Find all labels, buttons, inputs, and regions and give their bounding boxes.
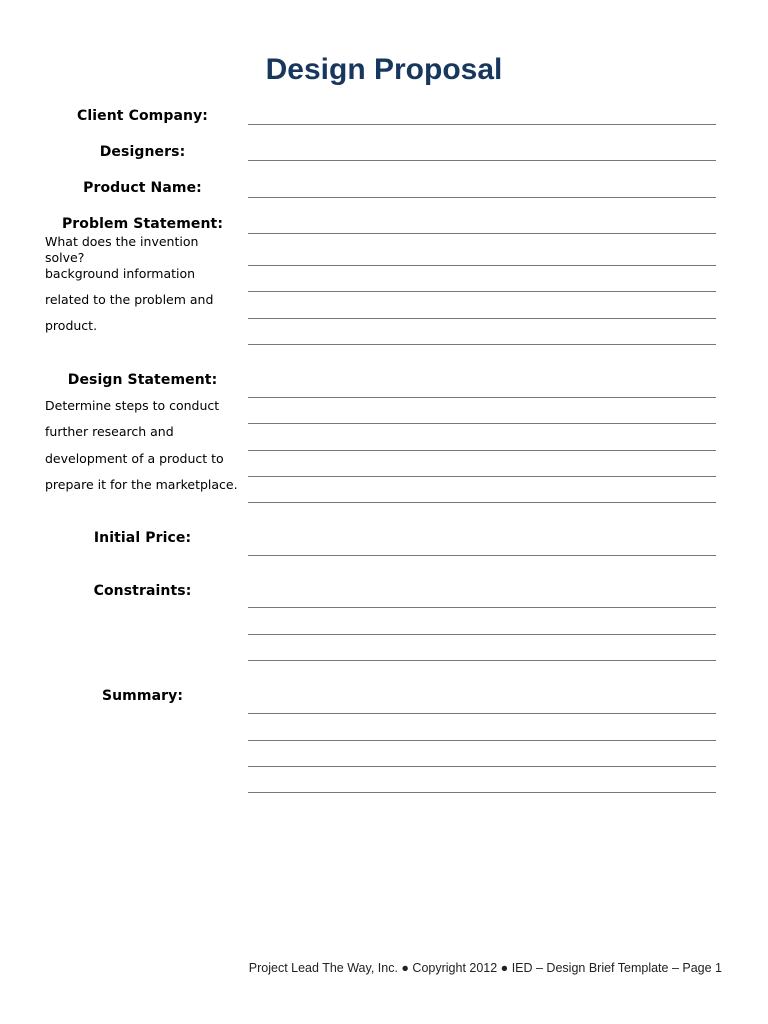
design-statement-line-3[interactable] [248, 450, 716, 451]
initial-price-label: Initial Price: [93, 530, 192, 546]
problem-statement-note-1: What does the invention [45, 234, 199, 249]
summary-line-3[interactable] [248, 766, 716, 767]
product-name-label: Product Name: [83, 180, 202, 196]
design-statement-label: Design Statement: [67, 372, 218, 388]
summary-label: Summary: [101, 688, 184, 704]
client-company-line[interactable] [248, 124, 716, 125]
initial-price-line[interactable] [248, 555, 716, 556]
design-statement-note-4: prepare it for the marketplace. [45, 477, 238, 492]
page-title: Design Proposal [265, 53, 503, 86]
design-statement-note-1: Determine steps to conduct [45, 398, 220, 413]
problem-statement-note-2: solve? [45, 250, 85, 265]
problem-statement-line-5[interactable] [248, 344, 716, 345]
design-statement-line-4[interactable] [248, 476, 716, 477]
summary-line-4[interactable] [248, 792, 716, 793]
constraints-label: Constraints: [93, 583, 192, 599]
problem-statement-note-5: product. [45, 318, 98, 333]
problem-statement-line-3[interactable] [248, 291, 716, 292]
client-company-label: Client Company: [76, 108, 209, 124]
summary-line-2[interactable] [248, 740, 716, 741]
design-statement-line-2[interactable] [248, 423, 716, 424]
problem-statement-line-4[interactable] [248, 318, 716, 319]
problem-statement-line-2[interactable] [248, 265, 716, 266]
design-statement-line-1[interactable] [248, 397, 716, 398]
design-statement-note-2: further research and [45, 424, 174, 439]
problem-statement-note-4: related to the problem and [45, 292, 214, 307]
problem-statement-note-3: background information [45, 266, 196, 281]
problem-statement-line-1[interactable] [248, 233, 716, 234]
design-statement-line-5[interactable] [248, 502, 716, 503]
designers-label: Designers: [99, 144, 186, 160]
product-name-line[interactable] [248, 197, 716, 198]
problem-statement-label: Problem Statement: [61, 216, 224, 232]
design-statement-note-3: development of a product to [45, 451, 224, 466]
constraints-line-3[interactable] [248, 660, 716, 661]
page-footer: Project Lead The Way, Inc. ● Copyright 2012 ● IED – Design Brief Template – Page 1 [248, 961, 722, 975]
designers-line[interactable] [248, 160, 716, 161]
constraints-line-2[interactable] [248, 634, 716, 635]
constraints-line-1[interactable] [248, 607, 716, 608]
summary-line-1[interactable] [248, 713, 716, 714]
